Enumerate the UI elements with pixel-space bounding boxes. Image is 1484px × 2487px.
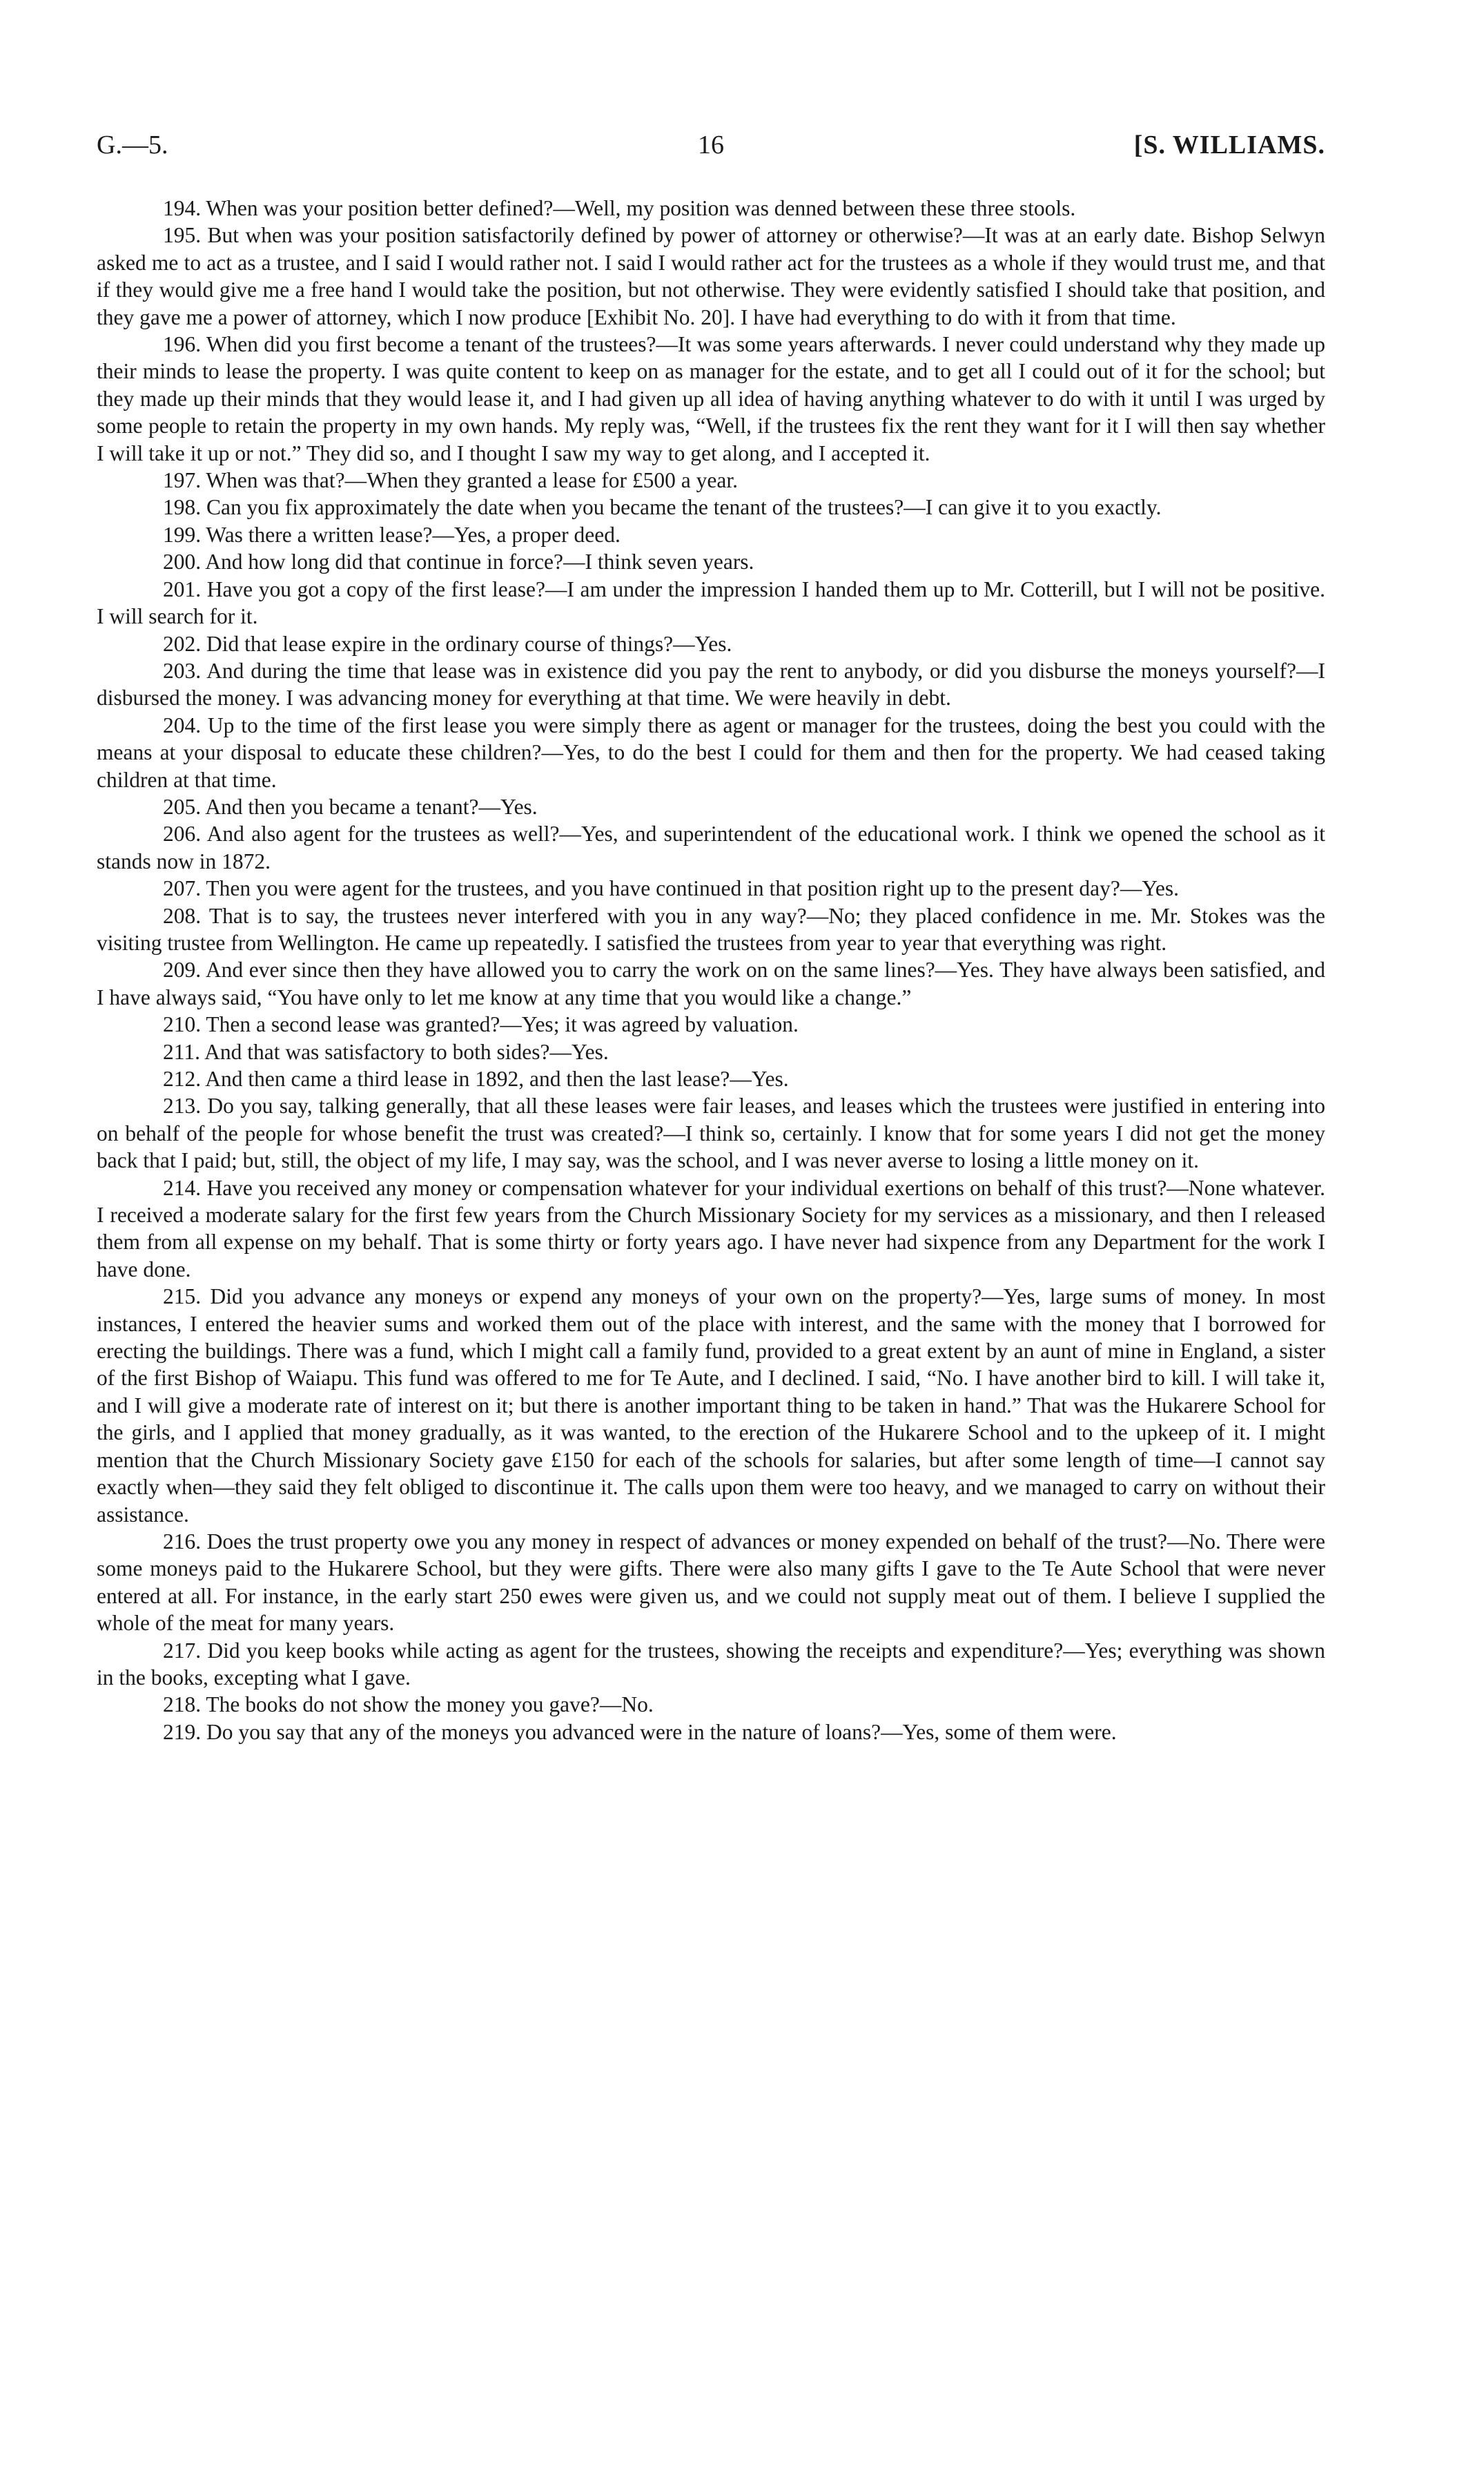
paragraph-216: 216. Does the trust property owe you any money in respect of advances or money expended on behalf of the trust?—No. There were some moneys paid to the Hukarere School, but they were gifts. There were also many gifts I gave to the Te Aute School that were never entered at all. For instance, in the early start 250 ewes were given us, and we could not supply meat out of them. I believe I supplied the whole of the meat for many years. xyxy=(97,1529,1325,1636)
paragraph-205: 205. And then you became a tenant?—Yes. xyxy=(163,794,538,819)
paper-reference: G.—5. xyxy=(97,130,168,159)
paragraph-200: 200. And how long did that continue in force?—I think seven years. xyxy=(163,550,754,574)
paragraph-197: 197. When was that?—When they granted a lease for £500 a year. xyxy=(163,468,738,493)
paragraph-204: 204. Up to the time of the first lease you were simply there as agent or manager for the trustees, doing the best you could with the means at your disposal to educate these children?—Yes, to do the best I could for them and then for the property. We had ceased taking children at that time. xyxy=(97,713,1325,792)
paragraph-209: 209. And ever since then they have allowed you to carry the work on on the same lines?—Yes. They have always been satisfied, and I have always said, “You have only to let me know at any time that you would like a change.” xyxy=(97,958,1325,1009)
paragraph-217: 217. Did you keep books while acting as agent for the trustees, showing the receipts and expenditure?—Yes; everything was shown in the books, excepting what I gave. xyxy=(97,1638,1325,1690)
paragraph-214: 214. Have you received any money or compensation whatever for your individual exertions on behalf of this trust?—None whatever. I received a moderate salary for the first few years from the Church Missionary Society for my services as a missionary, and then I released them from all expense on my behalf. That is some thirty or forty years ago. I have never had sixpence from any Department for the work I have done. xyxy=(97,1175,1325,1281)
paragraph-198: 198. Can you fix approximately the date when you became the tenant of the trustees?—I can give it to you exactly. xyxy=(163,495,1162,520)
page-header xyxy=(97,124,1325,166)
paragraph-203: 203. And during the time that lease was in existence did you pay the rent to anybody, or did you disburse the moneys yourself?—I disbursed the money. I was advancing money for everything at that time. We were heavily in debt. xyxy=(97,658,1325,710)
paragraph-206: 206. And also agent for the trustees as well?—Yes, and superintendent of the educational work. I think we opened the school as it stands now in 1872. xyxy=(97,822,1325,873)
paragraph-211: 211. And that was satisfactory to both sides?—Yes. xyxy=(163,1039,609,1064)
paragraph-207: 207. Then you were agent for the trustees, and you have continued in that position right up to the present day?—Yes. xyxy=(163,876,1180,901)
paragraph-215: 215. Did you advance any moneys or expend any moneys of your own on the property?—Yes, large sums of money. In most instances, I entered the heavier sums and worked them out of the place with interest, and the same with the money that I borrowed for erecting the buildings. There was a fund, which I might call a family fund, provided to a great extent by an aunt of mine in England, a sister of the first Bishop of Waiapu. This fund was offered to me for Te Aute, and I declined. I said, “No. I have another bird to kill. I will take it, and I will give a moderate rate of interest on it; but there is another important thing to be taken in hand.” That was the Hukarere School for the girls, and I applied that money gradually, as it was wanted, to the erection of the Hukarere School and to the upkeep of it. I might mention that the Church Missionary Society gave £150 for each of the schools for salaries, but after some length of time—I cannot say exactly when—they said they felt obliged to discontinue it. The calls upon them were too heavy, and we managed to carry on without their assistance. xyxy=(97,1284,1325,1527)
paragraph-218: 218. The books do not show the money you gave?—No. xyxy=(163,1692,654,1717)
paragraph-199: 199. Was there a written lease?—Yes, a proper deed. xyxy=(163,522,621,547)
paragraph-210: 210. Then a second lease was granted?—Yes; it was agreed by valuation. xyxy=(163,1012,799,1037)
paragraph-201: 201. Have you got a copy of the first lease?—I am under the impression I handed them up to Mr. Cotterill, but I will not be positive. I will search for it. xyxy=(97,577,1325,629)
paragraph-196: 196. When did you first become a tenant of the trustees?—It was some years afterwards. I never could understand why they made up their minds to lease the property. I was quite content to keep on as manager for the estate, and to get all I could out of it for the school; but they made up their minds that they would lease it, and I had given up all idea of having anything whatever to do with it until I was urged by some people to retain the property in my own hands. My reply was, “Well, if the trustees fix the rent they want for it I will then say whether I will take it up or not.” They did so, and I thought I saw my way to get along, and I accepted it. xyxy=(97,332,1325,465)
testimony-body xyxy=(97,195,1325,1745)
paragraph-195: 195. But when was your position satisfactorily defined by power of attorney or otherwise?—It was at an early date. Bishop Selwyn asked me to act as a trustee, and I said I would rather not. I said I would rather act for the trustees as a whole if they would trust me, and that if they would give me a free hand I would take the position, but not otherwise. They were evidently satisfied I should take that position, and they gave me a power of attorney, which I now produce [Exhibit No. 20]. I have had everything to do with it from that time. xyxy=(97,223,1325,329)
page-number: 16 xyxy=(698,130,724,159)
paragraph-208: 208. That is to say, the trustees never interfered with you in any way?—No; they placed confidence in me. Mr. Stokes was the visiting trustee from Wellington. He came up repeatedly. I satisfied the trustees from year to year that everything was right. xyxy=(97,903,1325,955)
witness-name: [S. WILLIAMS. xyxy=(1133,130,1325,159)
paragraph-212: 212. And then came a third lease in 1892, and then the last lease?—Yes. xyxy=(163,1067,789,1091)
paragraph-219: 219. Do you say that any of the moneys you advanced were in the nature of loans?—Yes, some of them were. xyxy=(163,1719,1117,1744)
paragraph-194: 194. When was your position better defined?—Well, my position was denned between these three stools. xyxy=(163,196,1076,220)
paragraph-213: 213. Do you say, talking generally, that all these leases were fair leases, and leases which the trustees were justified in entering into on behalf of the people for whose benefit the trust was created?—I think so, certainly. I know that for some years I did not get the money back that I paid; but, still, the object of my life, I may say, was the school, and I was never averse to losing a little money on it. xyxy=(97,1094,1325,1173)
paragraph-202: 202. Did that lease expire in the ordinary course of things?—Yes. xyxy=(163,631,732,656)
